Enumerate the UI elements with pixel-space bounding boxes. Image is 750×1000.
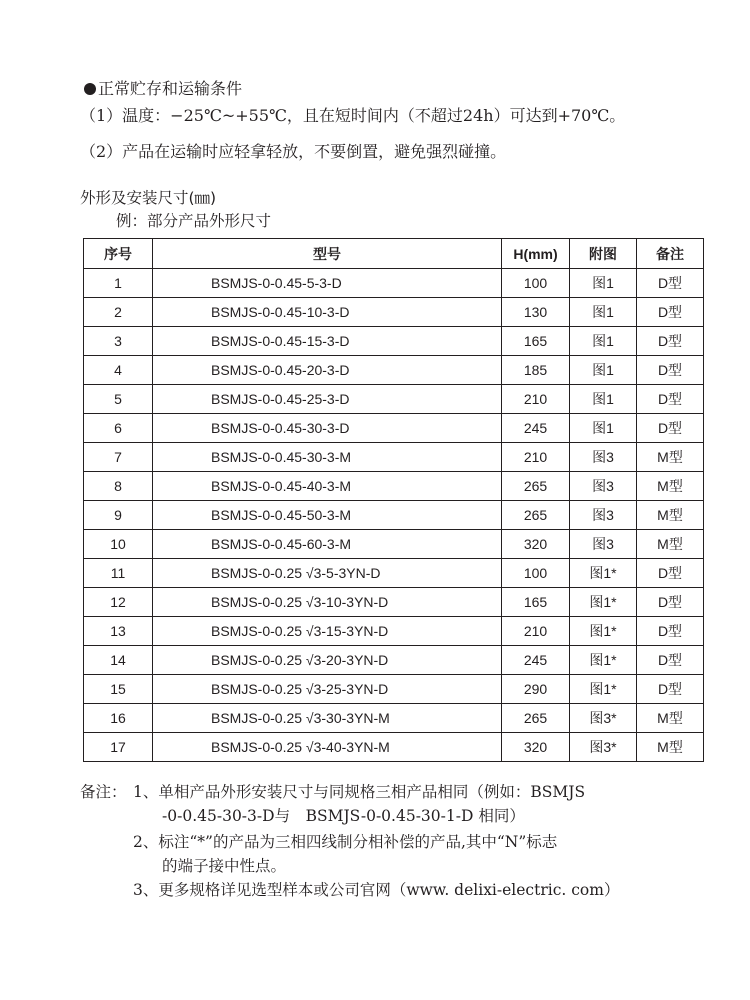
cell-remark: M型 — [637, 704, 704, 733]
cell-model: BSMJS-0-0.45-30-3-D — [153, 414, 502, 443]
dimensions-table — [83, 238, 704, 762]
table-row — [84, 559, 704, 588]
cell-remark: M型 — [637, 530, 704, 559]
cell-index: 3 — [84, 327, 153, 356]
table-row — [84, 617, 704, 646]
table-row — [84, 501, 704, 530]
cell-height: 100 — [502, 559, 570, 588]
cell-figure: 图1* — [570, 617, 637, 646]
cell-model: BSMJS-0-0.45-50-3-M — [153, 501, 502, 530]
cell-figure: 图1 — [570, 385, 637, 414]
cell-index: 13 — [84, 617, 153, 646]
cell-remark: D型 — [637, 559, 704, 588]
cell-figure: 图1* — [570, 646, 637, 675]
cell-index: 8 — [84, 472, 153, 501]
note-2-line-1: 2、标注“*”的产品为三相四线制分相补偿的产品,其中“N”标志 — [133, 833, 558, 851]
cell-index: 4 — [84, 356, 153, 385]
table-row — [84, 472, 704, 501]
cell-remark: D型 — [637, 385, 704, 414]
cell-height: 265 — [502, 472, 570, 501]
dimensions-title: 外形及安装尺寸(㎜) — [80, 189, 217, 207]
cell-height: 165 — [502, 327, 570, 356]
table-row — [84, 733, 704, 762]
cell-height: 210 — [502, 443, 570, 472]
dimensions-subtitle: 例：部分产品外形尺寸 — [116, 212, 272, 230]
table-row — [84, 414, 704, 443]
table-row — [84, 646, 704, 675]
cell-model: BSMJS-0-0.25 √3-40-3YN-M — [153, 733, 502, 762]
cell-height: 265 — [502, 501, 570, 530]
cell-remark: D型 — [637, 327, 704, 356]
table-row — [84, 385, 704, 414]
header-index: 序号 — [84, 239, 153, 269]
cell-index: 2 — [84, 298, 153, 327]
cell-height: 185 — [502, 356, 570, 385]
cell-height: 320 — [502, 530, 570, 559]
cell-height: 130 — [502, 298, 570, 327]
cell-height: 245 — [502, 646, 570, 675]
cell-remark: D型 — [637, 646, 704, 675]
cell-figure: 图3 — [570, 530, 637, 559]
cell-figure: 图1 — [570, 269, 637, 298]
bullet-icon — [84, 83, 96, 95]
cell-height: 210 — [502, 617, 570, 646]
cell-index: 12 — [84, 588, 153, 617]
cell-figure: 图3 — [570, 472, 637, 501]
note-1-line-1: 1、单相产品外形安装尺寸与同规格三相产品相同（例如：BSMJS — [133, 783, 586, 801]
cell-height: 290 — [502, 675, 570, 704]
cell-model: BSMJS-0-0.45-10-3-D — [153, 298, 502, 327]
cell-model: BSMJS-0-0.45-15-3-D — [153, 327, 502, 356]
header-model: 型号 — [153, 239, 502, 269]
cell-remark: M型 — [637, 501, 704, 530]
note-1-line-2: -0-0.45-30-3-D与 BSMJS-0-0.45-30-1-D 相同） — [162, 807, 525, 825]
cell-remark: D型 — [637, 298, 704, 327]
cell-model: BSMJS-0-0.45-5-3-D — [153, 269, 502, 298]
cell-index: 11 — [84, 559, 153, 588]
cell-model: BSMJS-0-0.25 √3-15-3YN-D — [153, 617, 502, 646]
cell-index: 16 — [84, 704, 153, 733]
header-height: H(mm) — [502, 239, 570, 269]
cell-remark: M型 — [637, 443, 704, 472]
table-row — [84, 704, 704, 733]
cell-model: BSMJS-0-0.25 √3-20-3YN-D — [153, 646, 502, 675]
cell-remark: D型 — [637, 675, 704, 704]
cell-model: BSMJS-0-0.25 √3-10-3YN-D — [153, 588, 502, 617]
storage-heading — [84, 79, 242, 99]
cell-index: 14 — [84, 646, 153, 675]
cell-remark: M型 — [637, 733, 704, 762]
cell-model: BSMJS-0-0.45-30-3-M — [153, 443, 502, 472]
table-row — [84, 443, 704, 472]
note-2-line-2: 的端子接中性点。 — [162, 857, 287, 875]
cell-figure: 图1* — [570, 588, 637, 617]
cell-remark: M型 — [637, 472, 704, 501]
cell-figure: 图3 — [570, 443, 637, 472]
cell-remark: D型 — [637, 269, 704, 298]
table-body — [84, 269, 704, 762]
cell-index: 1 — [84, 269, 153, 298]
cell-height: 245 — [502, 414, 570, 443]
cell-height: 210 — [502, 385, 570, 414]
cell-index: 15 — [84, 675, 153, 704]
cell-model: BSMJS-0-0.25 √3-30-3YN-M — [153, 704, 502, 733]
table-row — [84, 675, 704, 704]
cell-index: 6 — [84, 414, 153, 443]
table-row — [84, 588, 704, 617]
cell-figure: 图1 — [570, 298, 637, 327]
cell-model: BSMJS-0-0.45-20-3-D — [153, 356, 502, 385]
cell-height: 265 — [502, 704, 570, 733]
header-remark: 备注 — [637, 239, 704, 269]
cell-index: 10 — [84, 530, 153, 559]
cell-figure: 图3* — [570, 704, 637, 733]
cell-figure: 图3* — [570, 733, 637, 762]
cell-figure: 图1* — [570, 559, 637, 588]
table-row — [84, 269, 704, 298]
cell-model: BSMJS-0-0.45-40-3-M — [153, 472, 502, 501]
cell-index: 5 — [84, 385, 153, 414]
cell-remark: D型 — [637, 588, 704, 617]
cell-figure: 图1 — [570, 356, 637, 385]
cell-figure: 图3 — [570, 501, 637, 530]
note-3: 3、更多规格详见选型样本或公司官网（www. delixi-electric. com） — [133, 881, 620, 899]
storage-handling-line: （2）产品在运输时应轻拿轻放，不要倒置，避免强烈碰撞。 — [80, 142, 507, 161]
cell-remark: D型 — [637, 356, 704, 385]
cell-figure: 图1* — [570, 675, 637, 704]
notes-label: 备注： — [80, 783, 127, 801]
table-header-row — [84, 239, 704, 269]
cell-figure: 图1 — [570, 327, 637, 356]
cell-height: 165 — [502, 588, 570, 617]
storage-temperature-line: （1）温度：−25℃~+55℃，且在短时间内（不超过24h）可达到+70℃。 — [80, 106, 626, 125]
table-row — [84, 298, 704, 327]
cell-model: BSMJS-0-0.45-25-3-D — [153, 385, 502, 414]
cell-remark: D型 — [637, 414, 704, 443]
cell-index: 9 — [84, 501, 153, 530]
storage-title: 正常贮存和运输条件 — [98, 79, 243, 98]
cell-index: 7 — [84, 443, 153, 472]
cell-height: 320 — [502, 733, 570, 762]
table-row — [84, 356, 704, 385]
cell-model: BSMJS-0-0.45-60-3-M — [153, 530, 502, 559]
table-row — [84, 530, 704, 559]
cell-remark: D型 — [637, 617, 704, 646]
table-row — [84, 327, 704, 356]
header-figure: 附图 — [570, 239, 637, 269]
cell-index: 17 — [84, 733, 153, 762]
cell-model: BSMJS-0-0.25 √3-25-3YN-D — [153, 675, 502, 704]
cell-figure: 图1 — [570, 414, 637, 443]
cell-height: 100 — [502, 269, 570, 298]
cell-model: BSMJS-0-0.25 √3-5-3YN-D — [153, 559, 502, 588]
